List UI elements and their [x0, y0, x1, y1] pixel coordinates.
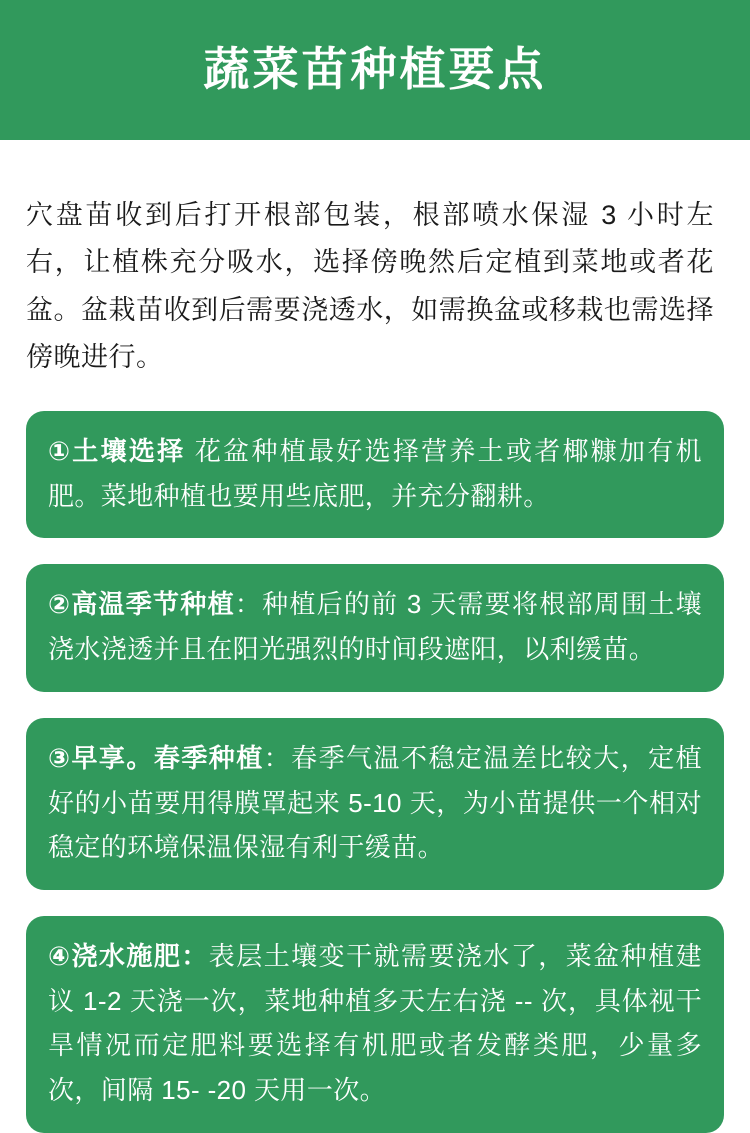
- tip-card-body: 表层土壤变干就需要浇水了，菜盆种植建议 1-2 天浇一次，菜地种植多天左右浇 -- 次，具体视干旱情况而定肥料要选择有机肥或者发酵类肥，少量多次，间隔 15- -20 天用一次。: [48, 941, 702, 1106]
- page-title: 蔬菜苗种植要点: [203, 43, 547, 96]
- tip-card-lead: ②高温季节种植: [48, 589, 235, 620]
- tip-card-lead: ①土壤选择: [48, 436, 186, 466]
- tip-card-hot-season-planting: [26, 564, 724, 691]
- tip-card-body: ：春季气温不稳定温差比较大，定植好的小苗要用得膜罩起来 5-10 天，为小苗提供一个相对稳定的环境保温保湿有利于缓苗。: [48, 742, 703, 863]
- content-body: [0, 192, 750, 1133]
- tip-card-lead: ③早享。春季种植: [48, 742, 264, 773]
- tip-card-watering-fertilizing: [26, 916, 724, 1133]
- tip-card-lead: ④浇水施肥：: [48, 941, 209, 972]
- tips-card-list: [26, 411, 724, 1133]
- tip-card-soil-selection: [26, 411, 724, 538]
- tip-card-body: 花盆种植最好选择营养土或者椰糠加有机肥。菜地种植也要用些底肥，并充分翻耕。: [48, 436, 703, 511]
- header-banner: [0, 0, 750, 140]
- tip-card-spring-planting: [26, 718, 724, 890]
- intro-paragraph: 穴盘苗收到后打开根部包装，根部喷水保湿 3 小时左右，让植株充分吸水，选择傍晚然后定植到菜地或者花盆。盆栽苗收到后需要浇透水，如需换盆或移栽也需选择傍晚进行。: [26, 200, 714, 372]
- tip-card-body: ：种植后的前 3 天需要将根部周围土壤浇水浇透并且在阳光强烈的时间段遮阳，以利缓苗。: [48, 589, 702, 665]
